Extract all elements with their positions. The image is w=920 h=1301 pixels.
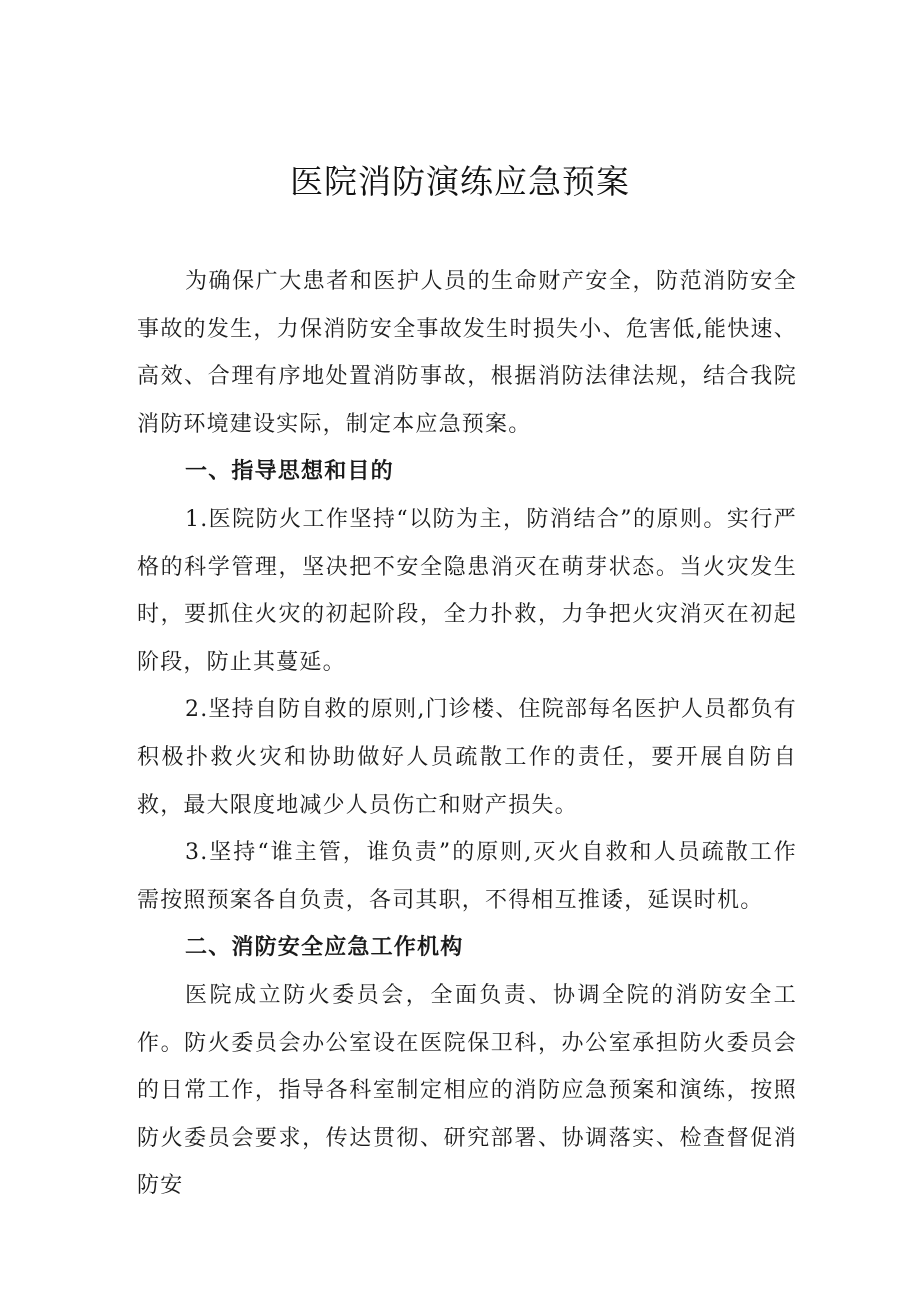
section1-item1: 1.医院防火工作坚持“以防为主，防消结合”的原则。实行严格的科学管理，坚决把不安全隐患消灭在萌芽状态。当火灾发生时，要抓住火灾的初起阶段，全力扑救，力争把火灾消灭在初起阶段，防止其蔓延。	[137, 506, 797, 675]
section1-item2: 2.坚持自防自救的原则,门诊楼、住院部每名医护人员都负有积极扑救火灾和协助做好人员疏散工作的责任，要开展自防自救，最大限度地减少人员伤亡和财产损失。	[137, 697, 797, 818]
section2-heading: 二、消防安全应急工作机构	[185, 935, 464, 961]
section1-heading: 一、指导思想和目的	[185, 459, 394, 485]
section1-item3: 3.坚持“谁主管，谁负责”的原则,灭火自救和人员疏散工作需按照预案各自负责，各司其职，不得相互推诿，延误时机。	[137, 840, 797, 913]
document-title: 医院消防演练应急预案	[290, 162, 630, 201]
section2-paragraph1: 医院成立防火委员会，全面负责、协调全院的消防安全工作。防火委员会办公室设在医院保卫科，办公室承担防火委员会的日常工作，指导各科室制定相应的消防应急预案和演练，按照防火委员会要求，传达贯彻、研究部署、协调落实、检查督促消防安	[137, 982, 797, 1199]
intro-paragraph: 为确保广大患者和医护人员的生命财产安全，防范消防安全事故的发生，力保消防安全事故发生时损失小、危害低,能快速、高效、合理有序地处置消防事故，根据消防法律法规，结合我院消防环境建设实际，制定本应急预案。	[137, 269, 797, 437]
document-body	[137, 258, 797, 1210]
